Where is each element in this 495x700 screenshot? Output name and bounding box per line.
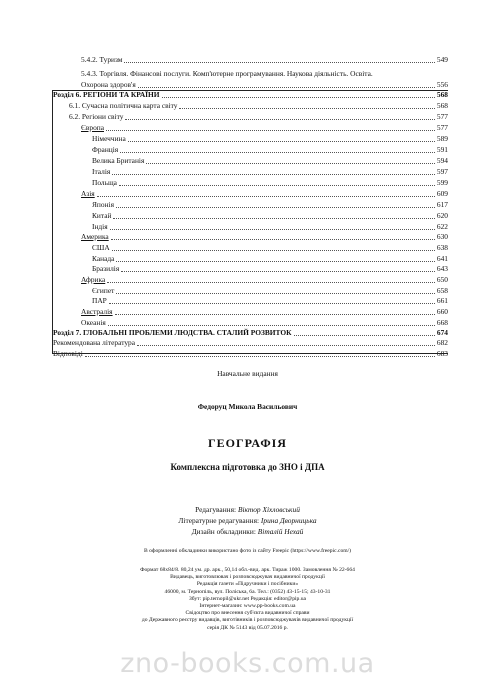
toc-entry-label: Японія [92,200,114,209]
publisher-detail-line: Видавець, виготовлювач і розповсюджувач видавничої продукції [170,574,325,581]
toc-entry-label: Відповіді [53,349,83,358]
toc-entry-label: Австралія [81,307,113,316]
toc-entry-label: США [92,243,110,252]
toc-entry [81,232,448,242]
toc-entry-label: Канада [92,254,115,263]
toc-entry [92,211,448,221]
toc-entry-label: Рекомендована література [53,338,136,347]
toc-entry [92,254,448,264]
toc-dot-leader [112,250,435,251]
toc-entry-label: Розділ 6. РЕГІОНИ ТА КРАЇНИ [53,90,160,99]
toc-entry-label: 6.2. Регіони світу [69,112,124,121]
toc-entry-label: 5.4.3. Торгівля. Фінансові послуги. Комп'ютерне програмування. Наукова діяльність. Освіта. [81,69,373,78]
toc-dot-leader [294,335,435,336]
publisher-detail-line: Свідоцтво про внесення суб'єкта видавничої справи [185,610,310,617]
publisher-detail-line: Збут: pip.ternopil@ukr.net Редакція: editor@pip.ua [188,595,307,602]
literary-credit [0,516,495,525]
toc-entry [92,243,448,253]
toc-entry [92,134,448,144]
cover-credit [0,527,495,536]
toc-dot-leader [109,303,435,304]
edition-type: Навчальне видання [217,369,278,378]
literary-name: Ірина Дворницька [260,516,317,525]
toc-entry-page: 609 [436,189,448,198]
toc-entry-label: Африка [81,275,106,284]
toc-entry [81,69,448,79]
photo-note: В оформленні обкладинки використано фото із сайту Freepic (https://www.freepic.com/) [143,548,352,554]
toc-entry-page: 683 [436,349,448,358]
toc-entry-label: Польща [92,178,117,187]
toc-entry [69,101,448,111]
toc-dot-leader [120,152,435,153]
toc-entry [92,296,448,306]
literary-label: Літературне редагування: [178,516,260,525]
toc-entry-label: Розділ 7. ГЛОБАЛЬНІ ПРОБЛЕМИ ЛЮДСТВА. СТАЛИЙ РОЗВИТОК [53,328,292,337]
toc-entry-label: Америка [81,232,109,241]
publisher-detail-line: серія ДК № 5143 від 05.07.2016 р. [207,624,288,631]
toc-dot-leader [119,185,435,186]
toc-entry-page: 568 [436,101,448,110]
toc-dot-leader [124,62,434,63]
toc-dot-leader [115,314,435,315]
toc-left-rule [52,90,53,353]
toc-entry-label: Європа [81,123,104,132]
toc-entry-label: 6.1. Сучасна політична карта світу [69,101,178,110]
editing-label: Редагування: [195,505,237,514]
toc-dot-leader [125,119,434,120]
toc-dot-leader [85,356,435,357]
publisher-details [0,567,495,632]
toc-dot-leader [162,97,435,98]
toc-entry-page: 549 [436,55,448,64]
toc-entry-page: 597 [436,167,448,176]
toc-entry-page: 668 [436,318,448,327]
toc-entry [92,264,448,274]
toc-dot-leader [137,345,435,346]
toc-entry [92,222,448,232]
toc-entry [81,123,448,133]
toc-entry-page: 641 [436,254,448,263]
publisher-detail-line: Редакція газети «Підручники і посібники» [196,581,299,588]
toc-entry-page: 556 [436,80,448,89]
cover-label: Дизайн обкладинки: [191,527,256,536]
toc-entry-page: 617 [436,200,448,209]
toc-dot-leader [179,108,434,109]
toc-entry-page: 568 [436,90,448,99]
toc-top-rule [52,90,448,91]
toc-entry-label: Італія [92,167,111,176]
toc-entry-page: 660 [436,307,448,316]
site-watermark: zno-books.com.ua [120,648,375,679]
toc-entry [69,112,448,122]
toc-dot-leader [116,207,435,208]
toc-entry [81,307,448,317]
author-name: Федоруц Микола Васильович [197,402,298,411]
cover-name: Віталій Нехай [257,527,304,536]
toc-dot-leader [121,271,435,272]
toc-entry [92,167,448,177]
toc-entry-page: 650 [436,275,448,284]
publisher-detail-line: 46000, м. Тернопіль, вул. Поліська, 6а. Тел.: (0352) 43-15-15; 43-10-31 [164,588,331,595]
toc-entry-page: 658 [436,286,448,295]
toc-dot-leader [146,163,435,164]
toc-entry [81,318,448,328]
toc-entry-page: 620 [436,211,448,220]
toc-entry-label: ПАР [92,296,107,305]
toc-entry-page: 591 [436,145,448,154]
toc-bottom-rule [52,353,448,354]
toc-entry [92,178,448,188]
toc-entry [92,145,448,155]
editing-credit [0,505,495,514]
toc-entry-label: Океанія [81,318,106,327]
publisher-detail-line: до Державного реєстру видавців, виготівників і розповсюджувачів видавничої продукції [141,617,354,624]
editing-name: Віктор Хіхловський [237,505,300,514]
toc-dot-leader [106,130,435,131]
toc-entry-label: Індія [92,222,108,231]
toc-entry-page: 661 [436,296,448,305]
toc-dot-leader [128,141,435,142]
toc-dot-leader [97,196,435,197]
toc-entry-label: Азія [81,189,95,198]
toc-entry-page: 594 [436,156,448,165]
toc-entry-label: Велика Британія [92,156,145,165]
toc-dot-leader [111,239,435,240]
publisher-detail-line: Формат 68х84/8. 80,24 ум. др. арк., 50,14 обл.-вид. арк. Тираж 1000. Замовлення № 22-664 [140,567,355,573]
toc-entry-page: 630 [436,232,448,241]
toc-entry-page: 638 [436,243,448,252]
toc-entry [53,349,448,359]
toc-entry [81,189,448,199]
toc-entry [92,156,448,166]
toc-entry [81,55,448,65]
toc-dot-leader [107,282,435,283]
toc-entry-page: 577 [436,112,448,121]
toc-entry-label: 5.4.2. Туризм [81,55,123,64]
toc-entry [81,275,448,285]
toc-dot-leader [138,87,435,88]
toc-entry-page: 589 [436,134,448,143]
toc-dot-leader [113,218,434,219]
toc-entry [53,90,448,100]
toc-entry-label: Єгипет [92,286,115,295]
toc-entry-label: Німеччина [92,134,126,143]
toc-entry-page: 577 [436,123,448,132]
toc-dot-leader [116,261,435,262]
toc-entry-page: 599 [436,178,448,187]
toc-dot-leader [112,174,435,175]
publisher-detail-line: Інтернет-магазин: www.pp-books.com.ua [199,603,296,610]
book-title: ГЕОГРАФІЯ [208,436,287,450]
toc-entry-page: 682 [436,338,448,347]
toc-dot-leader [108,325,435,326]
toc-entry-label: Франція [92,145,119,154]
toc-entry [81,80,448,90]
toc-dot-leader [110,229,435,230]
toc-dot-leader [116,293,435,294]
toc-entry-page: 643 [436,264,448,273]
toc-entry-page: 622 [436,222,448,231]
toc-entry [53,338,448,348]
toc-entry [92,286,448,296]
toc-entry-page: 674 [436,328,448,337]
toc-entry-label: Китай [92,211,112,220]
toc-entry [53,328,448,338]
toc-entry-label: Охорона здоров'я [81,80,136,89]
toc-entry [92,200,448,210]
toc-entry-label: Бразилія [92,264,120,273]
book-subtitle: Комплексна підготовка до ЗНО і ДПА [170,462,325,472]
